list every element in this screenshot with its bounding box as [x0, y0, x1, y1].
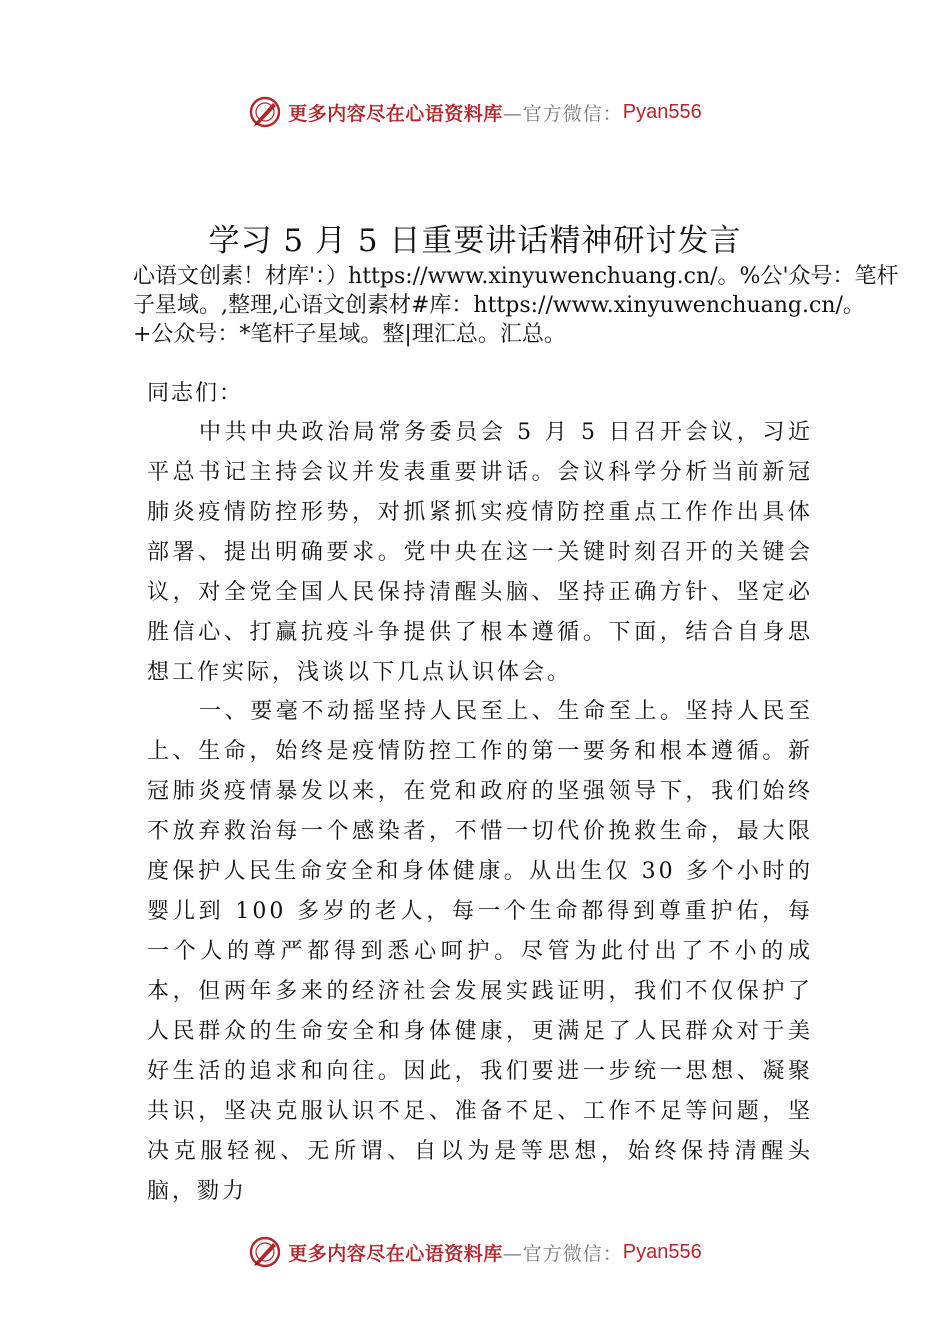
watermark-dash: —官方微信： — [502, 102, 623, 125]
watermark-wechat-id: Pyan556 — [622, 100, 702, 123]
watermark-dash: —官方微信： — [502, 1242, 623, 1265]
pen-seal-logo-icon — [248, 1235, 282, 1269]
greeting: 同志们： — [147, 381, 244, 406]
document-title: 学习 5 月 5 日重要讲话精神研讨发言 — [208, 223, 742, 259]
paragraph-2: 一、要毫不动摇坚持人民至上、生命至上。坚持人民至上、生命，始终是疫情防控工作的第一要务和根本遵循。新冠肺炎疫情暴发以来，在党和政府的坚强领导下，我们始终不放弃救治每一个感染者，不惜一切代价挽救生命，最大限度保护人民生命安全和身体健康。从出生仅 30 多个小时的婴儿到 100 多岁的老人，每一个生命都得到尊重护佑，每一个人的尊严都得到悉心呵护。尽管为此付出了不小的成本，但两年多来的经济社会发展实践证明，我们不仅保护了人民群众的生命安全和身体健康，更满足了人民群众对于美好生活的追求和向往。因此，我们要进一步统一思想、凝聚共识，坚决克服认识不足、准备不足、工作不足等问题，坚决克服轻视、无所谓、自以为是等思想，始终保持清醒头脑，勠力 — [147, 699, 813, 1204]
watermark-wechat-id: Pyan556 — [622, 1240, 702, 1263]
watermark-prefix: 更多内容尽在心语资料库 — [288, 102, 503, 125]
top-watermark-banner — [0, 92, 950, 132]
paragraph-1: 中共中央政治局常务委员会 5 月 5 日召开会议，习近平总书记主持会议并发表重要讲话。会议科学分析当前新冠肺炎疫情防控形势，对抓紧抓实疫情防控重点工作作出具体部署、提出明确要求。党中央在这一关键时刻召开的关键会议，对全党全国人民保持清醒头脑、坚持正确方针、坚定必胜信心、打赢抗疫斗争提供了根本遵循。下面，结合自身思想工作实际，浅谈以下几点认识体会。 — [147, 420, 813, 685]
watermark-prefix: 更多内容尽在心语资料库 — [288, 1242, 503, 1265]
bottom-watermark-banner — [0, 1232, 950, 1272]
source-note: 心语文创素！材库'：）https://www.xinyuwenchuang.cn/。%公'众号：笔杆子星域。,整理,心语文创素材#库：https://www.xinyuwenchuang.cn/。+公众号：*笔杆子星域。整|理汇总。汇总。 — [133, 264, 899, 347]
pen-seal-logo-icon — [248, 95, 282, 129]
